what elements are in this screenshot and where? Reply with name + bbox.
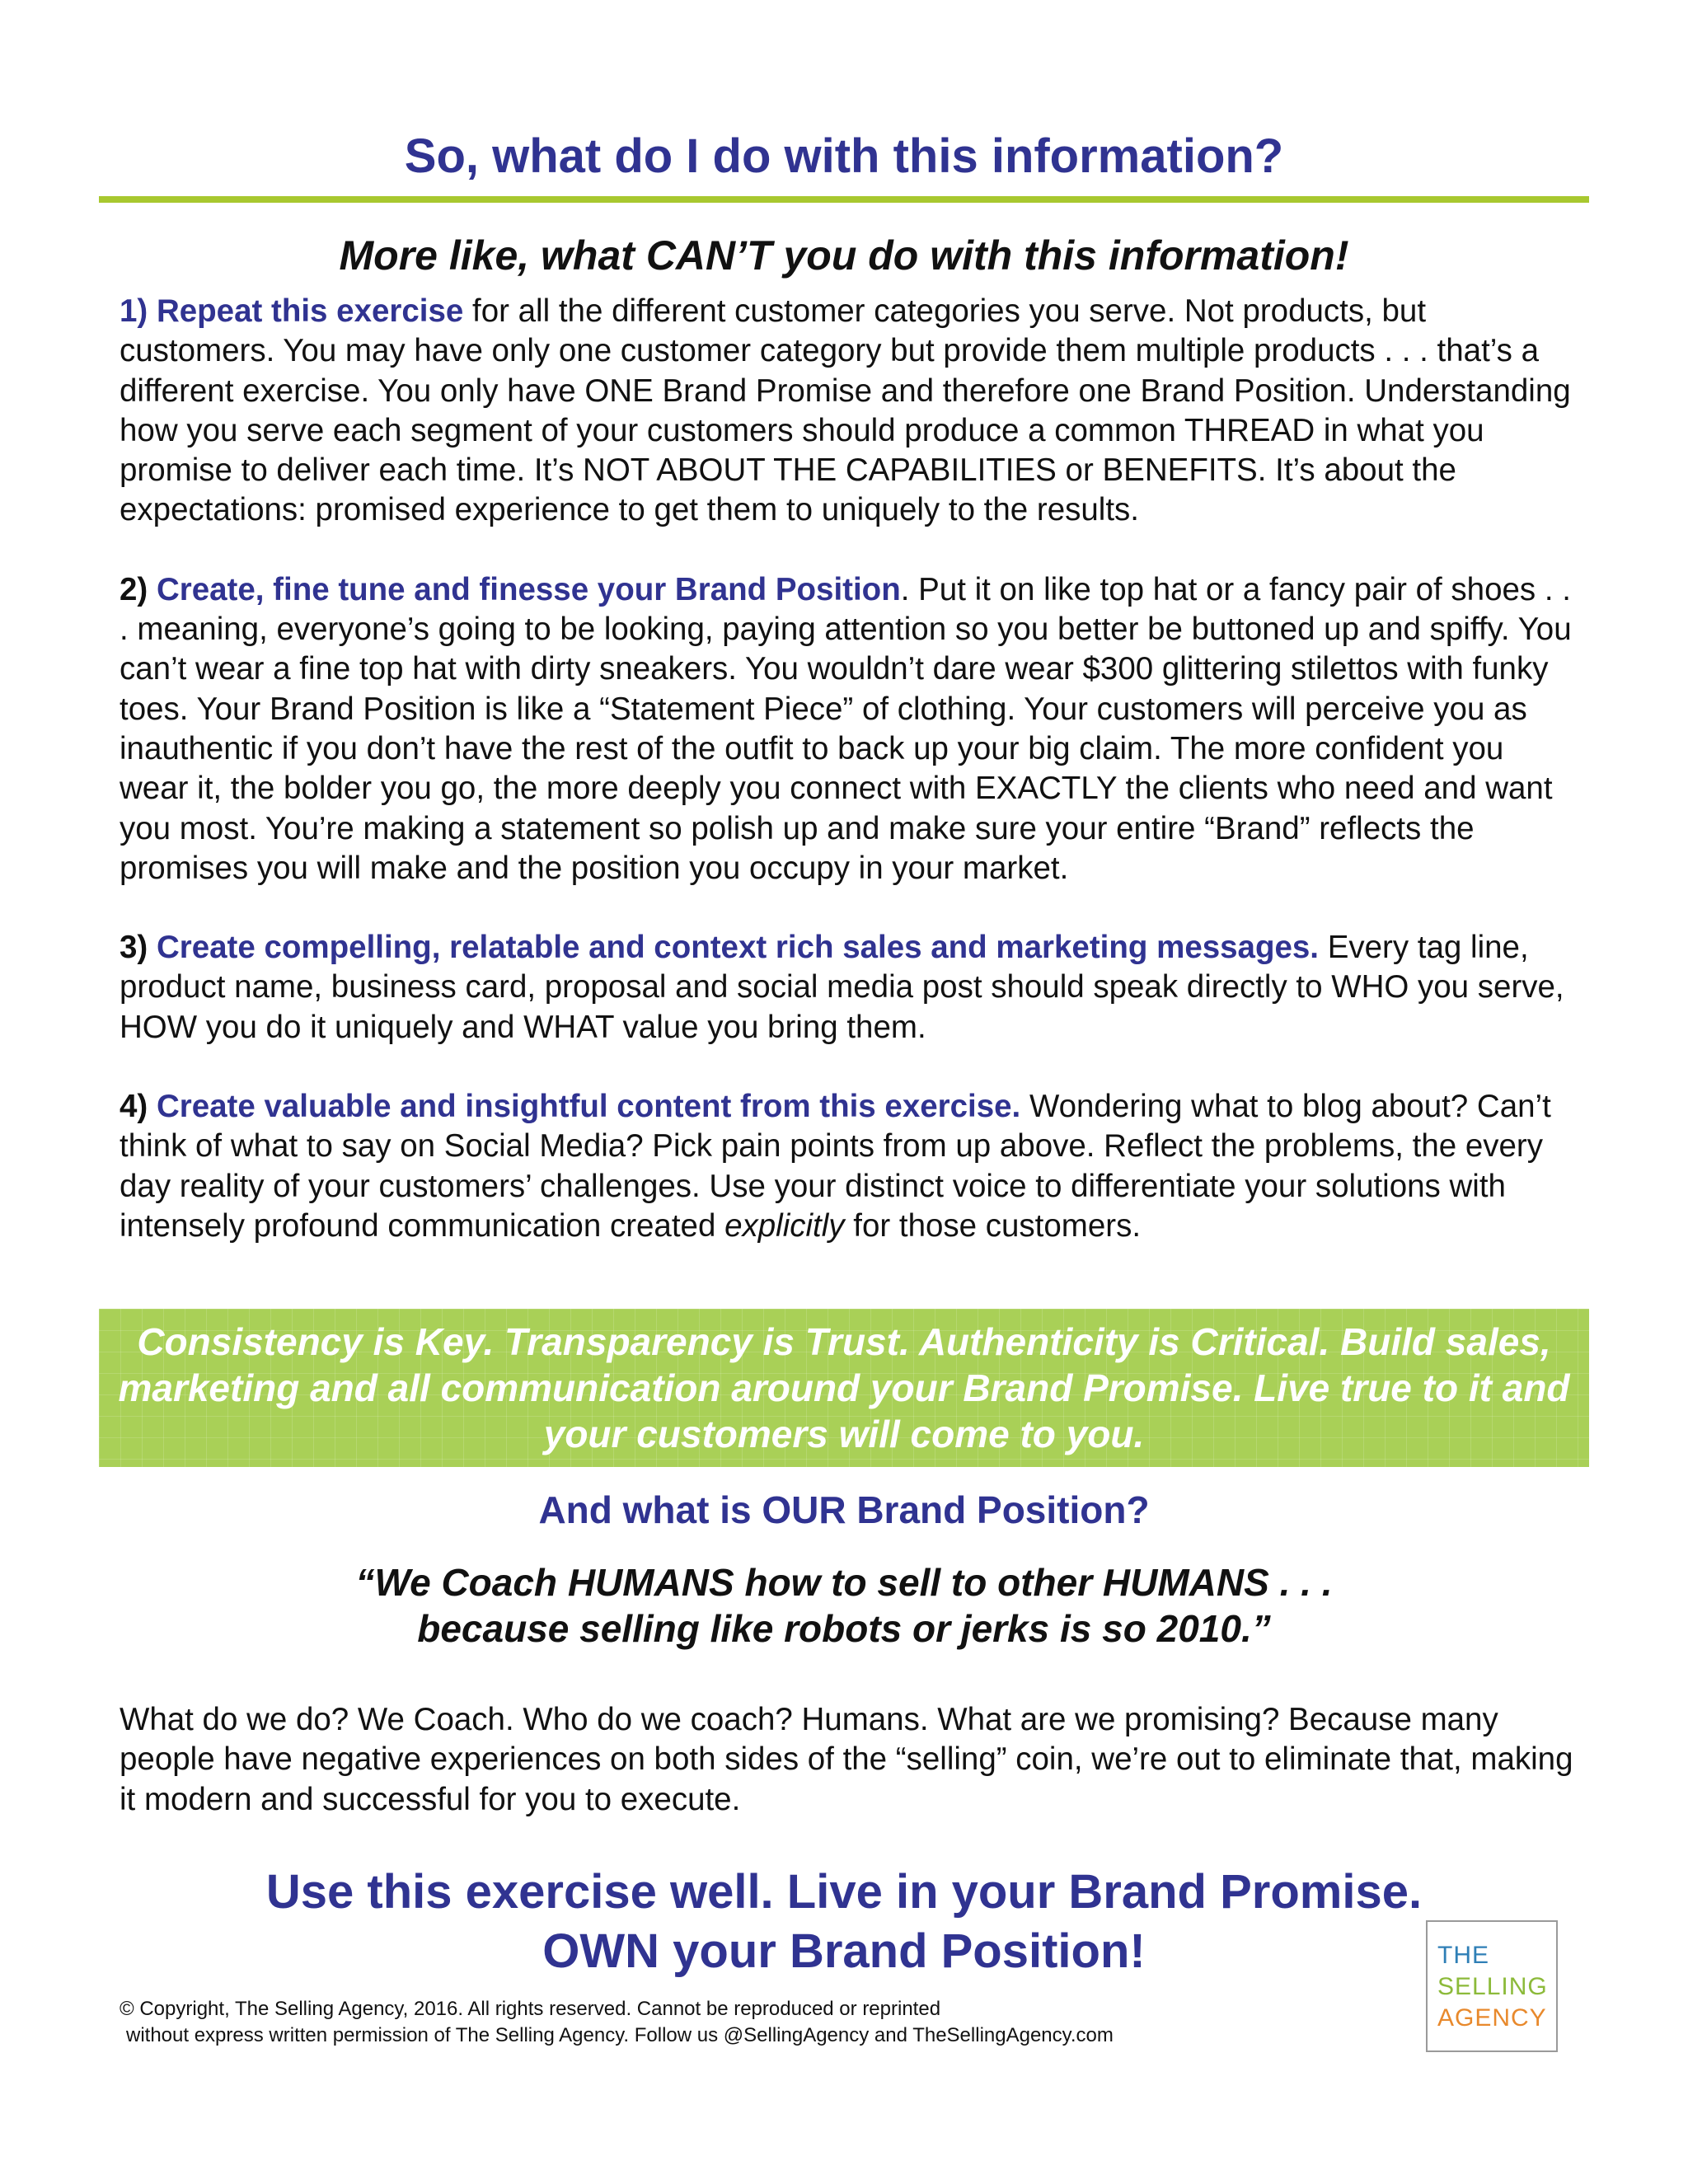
quote-line: because selling like robots or jerks is so 2010.” <box>417 1607 1271 1650</box>
item-text: Every tag line, product name, business card, proposal and social media post should speak directly to WHO you serve, HOW you do it uniquely and WHAT value you bring them. <box>120 930 1564 1045</box>
copyright-notice <box>120 1996 1356 2049</box>
page-subtitle: More like, what CAN’T you do with this information! <box>339 232 1349 279</box>
key-message-banner: Consistency is Key. Transparency is Trust. Authenticity is Critical. Build sales, marketing and all communication around your Brand Promise. Live true to it and your customers will come to you. <box>99 1309 1589 1467</box>
action-list <box>120 292 1578 1286</box>
selling-agency-logo <box>1426 1920 1558 2052</box>
item-number: 3) <box>120 930 148 966</box>
item-heading: Repeat this exercise <box>156 293 464 329</box>
item-number: 4) <box>120 1089 148 1125</box>
logo-text-selling: SELLING <box>1437 1973 1548 2000</box>
copyright-line: © Copyright, The Selling Agency, 2016. All rights reserved. Cannot be reproduced or reprinted <box>120 1998 941 2020</box>
item-text: for all the different customer categories you serve. Not products, but customers. You may have only one customer category but provide them multiple products . . . that’s a different exercise. You only have ONE Brand Promise and therefore one Brand Position. Understanding how you serve each segment of your customers should produce a common THREAD in what you promise to deliver each time. It’s NOT ABOUT THE CAPABILITIES or BENEFITS. It’s about the expectations: promised experience to get them to uniquely to the results. <box>120 293 1571 528</box>
call-to-action <box>99 1863 1589 1981</box>
cta-line: OWN your Brand Position! <box>542 1924 1146 1978</box>
item-number: 2) <box>120 571 148 607</box>
our-position-heading: And what is OUR Brand Position? <box>538 1488 1150 1531</box>
list-item <box>120 570 1578 888</box>
page-title: So, what do I do with this information? <box>404 129 1284 183</box>
quote-line: “We Coach HUMANS how to sell to other HUMANS . . . <box>355 1561 1333 1604</box>
item-number: 1) <box>120 293 148 329</box>
item-heading: Create compelling, relatable and context rich sales and marketing messages. <box>156 930 1319 966</box>
item-heading: Create, fine tune and finesse your Brand Position <box>156 571 901 607</box>
list-item <box>120 928 1578 1047</box>
logo-text-agency: AGENCY <box>1437 2004 1547 2032</box>
item-text-end: for those customers. <box>844 1207 1142 1244</box>
list-item <box>120 292 1578 531</box>
cta-line: Use this exercise well. Live in your Brand Promise. <box>265 1865 1423 1919</box>
title-divider <box>99 196 1589 203</box>
copyright-line: without express written permission of The Selling Agency. Follow us @SellingAgency and TheSellingAgency.com <box>126 2024 1114 2046</box>
list-item <box>120 1087 1578 1246</box>
logo-text-the: THE <box>1437 1942 1489 1969</box>
item-text: Wondering what to blog about? Can’t think of what to say on Social Media? Pick pain points from up above. Reflect the problems, the every day reality of your customers’ challenges. Use your distinct voice to differentiate your solutions with intensely profound communication created <box>120 1089 1551 1244</box>
brand-position-quote <box>99 1559 1589 1652</box>
explanation-paragraph: What do we do? We Coach. Who do we coach? Humans. What are we promising? Because many people have negative experiences on both sides of the “selling” coin, we’re out to eliminate that, making it modern and successful for you to execute. <box>120 1702 1573 1817</box>
item-text: . Put it on like top hat or a fancy pair of shoes . . . meaning, everyone’s going to be looking, paying attention so you better be buttoned up and spiffy. You can’t wear a fine top hat with dirty sneakers. You wouldn’t dare wear $300 glittering stilettos with funky toes. Your Brand Position is like a “Statement Piece” of clothing. Your customers will perceive you as inauthentic if you don’t have the rest of the outfit to back up your big claim. The more confident you wear it, the bolder you go, the more deeply you connect with EXACTLY the clients who need and want you most. You’re making a statement so polish up and make sure your entire “Brand” reflects the promises you will make and the position you occupy in your market. <box>120 571 1572 886</box>
item-emphasis: explicitly <box>724 1207 845 1244</box>
item-heading: Create valuable and insightful content from this exercise. <box>156 1089 1021 1125</box>
